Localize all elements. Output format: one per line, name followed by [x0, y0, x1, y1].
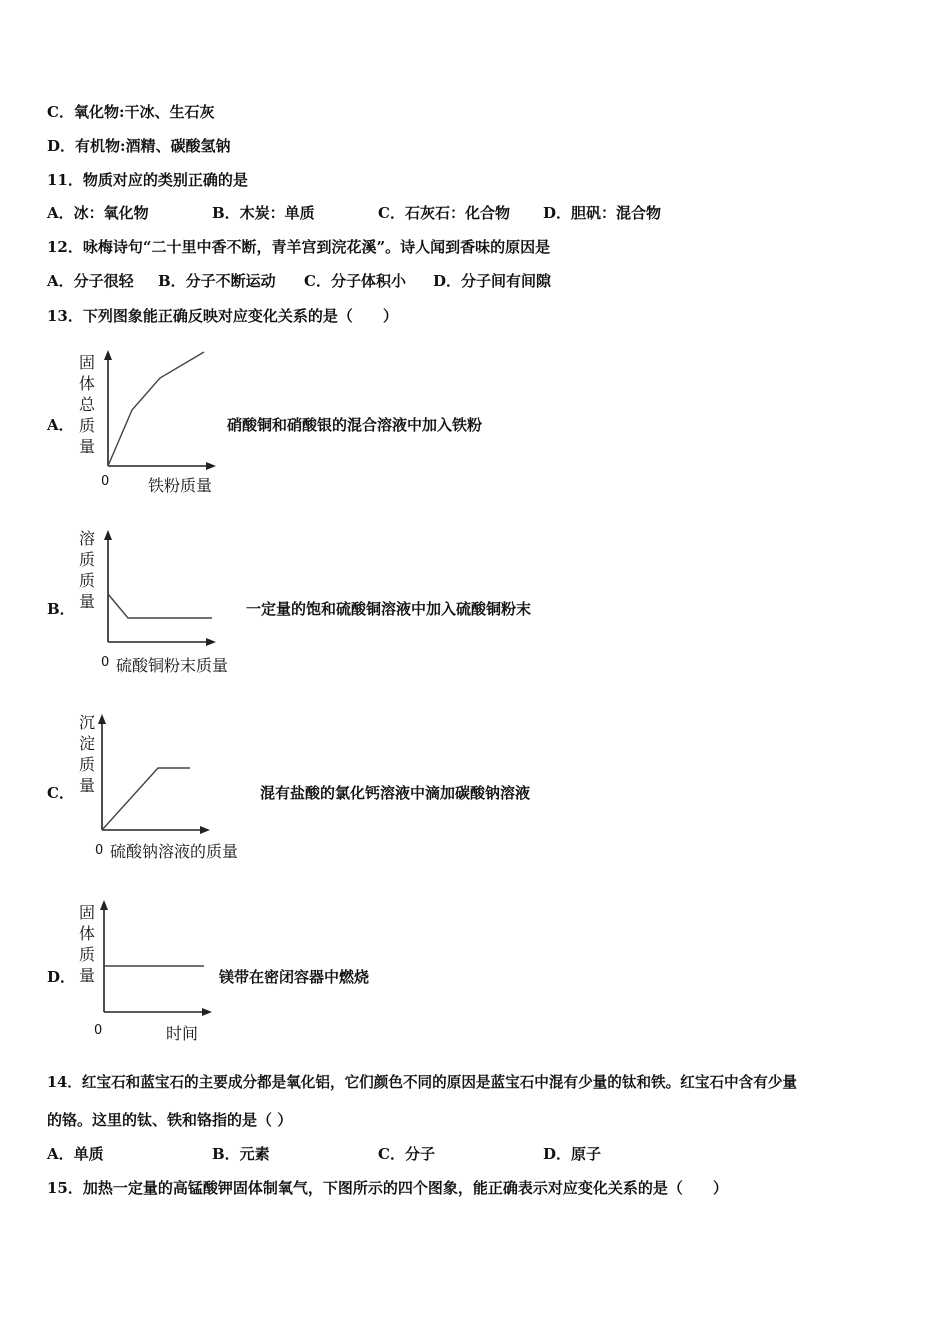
- option-d-organic: D．有机物:酒精、碳酸氢钠: [47, 137, 231, 155]
- q11-option-d: D．胆矾：混合物: [543, 204, 662, 222]
- q14-option-a: A．单质: [47, 1145, 104, 1163]
- graph-d-origin: 0: [94, 1023, 103, 1038]
- graph-b-y-arrow: [104, 530, 112, 540]
- q12-option-a: A．分子很轻: [47, 272, 134, 290]
- graph-a-letter: A．: [47, 416, 74, 434]
- graph-b-letter: B．: [47, 600, 75, 618]
- graph-b-origin: 0: [101, 655, 110, 670]
- graph-d-x-arrow: [202, 1008, 212, 1016]
- graph-a-description: 硝酸铜和硝酸银的混合溶液中加入铁粉: [227, 416, 483, 434]
- graph-a-curve: [108, 352, 204, 466]
- graph-b-x-arrow: [206, 638, 216, 646]
- option-c-oxide: C．氧化物:干冰、生石灰: [47, 103, 215, 121]
- graph-a-xlabel: 铁粉质量: [148, 476, 213, 495]
- graph-c-plot: [94, 714, 219, 839]
- q14-stem-line2: 的铬。这里的钛、铁和铬指的是（ ）: [47, 1111, 293, 1129]
- q12-option-c: C．分子体积小: [304, 272, 406, 290]
- graph-a-plot: [100, 350, 225, 475]
- graph-b-xlabel: 硫酸铜粉末质量: [116, 656, 229, 675]
- graph-a-ylabel: 固 体 总 质 量: [78, 353, 95, 456]
- graph-d-description: 镁带在密闭容器中燃烧: [219, 968, 370, 986]
- graph-a-y-arrow: [104, 350, 112, 360]
- q14-option-b: B．元素: [212, 1145, 270, 1163]
- graph-b-curve: [108, 594, 212, 618]
- q11-stem: 11．物质对应的类别正确的是: [47, 171, 248, 189]
- graph-c-origin: 0: [95, 843, 104, 858]
- graph-c-x-arrow: [200, 826, 210, 834]
- graph-a-origin: 0: [101, 474, 110, 489]
- q12-option-b: B．分子不断运动: [158, 272, 276, 290]
- graph-c-xlabel: 硫酸钠溶液的质量: [110, 842, 239, 861]
- graph-c-letter: C．: [47, 784, 74, 802]
- graph-b-ylabel: 溶 质 质 量: [78, 529, 95, 611]
- graph-c-curve: [102, 768, 190, 830]
- graph-c-description: 混有盐酸的氯化钙溶液中滴加碳酸钠溶液: [260, 784, 531, 802]
- graph-c-ylabel: 沉 淀 质 量: [78, 713, 95, 795]
- q14-option-c: C．分子: [378, 1145, 435, 1163]
- q11-option-a: A．冰：氧化物: [47, 204, 149, 222]
- q14-stem-line1: 14．红宝石和蓝宝石的主要成分都是氧化铝，它们颜色不同的原因是蓝宝石中混有少量的钛和铁。红宝石中含有少量: [47, 1074, 798, 1091]
- q15-stem: 15．加热一定量的高锰酸钾固体制氧气，下图所示的四个图象，能正确表示对应变化关系的是（ ）: [47, 1179, 728, 1197]
- q13-stem: 13．下列图象能正确反映对应变化关系的是（ ）: [47, 307, 398, 325]
- graph-c-y-arrow: [98, 714, 106, 724]
- q11-option-b: B．木炭：单质: [212, 204, 315, 222]
- graph-b-plot: [100, 530, 225, 655]
- q14-option-d: D．原子: [543, 1145, 602, 1163]
- q12-option-d: D．分子间有间隙: [433, 272, 552, 290]
- graph-d-letter: D．: [47, 968, 76, 986]
- q11-option-c: C．石灰石：化合物: [378, 204, 510, 222]
- graph-d-ylabel: 固 体 质 量: [78, 903, 95, 985]
- graph-d-plot: [96, 900, 221, 1025]
- q12-stem: 12．咏梅诗句“二十里中香不断，青羊宫到浣花溪”。诗人闻到香味的原因是: [47, 238, 551, 256]
- graph-d-y-arrow: [100, 900, 108, 910]
- graph-b-description: 一定量的饱和硫酸铜溶液中加入硫酸铜粉末: [246, 600, 532, 618]
- graph-d-xlabel: 时间: [166, 1024, 199, 1043]
- graph-a-x-arrow: [206, 462, 216, 470]
